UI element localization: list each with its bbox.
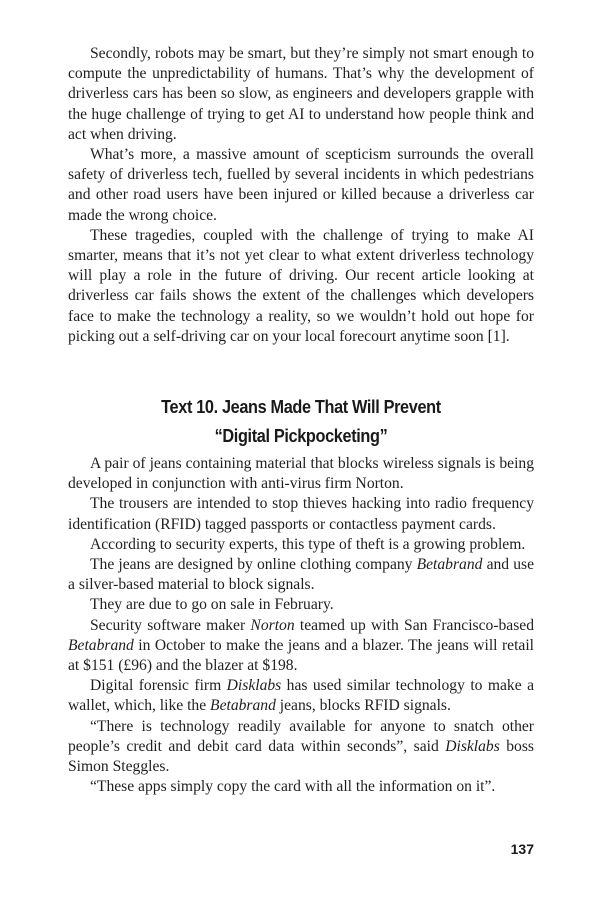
heading-line-1: Text 10. Jeans Made That Will Prevent bbox=[161, 396, 441, 417]
paragraph-trousers: The trousers are intended to stop thieves hacking into radio frequency identification (RFID) tagged passports or contactless payment cards. bbox=[68, 495, 534, 533]
paragraph-tragedies: These tragedies, coupled with the challenge of trying to make AI smarter, means that it’s not yet clear to what extent driverless technology will play a role in the future of driving. Our recent article looking at driverless car fails shows the extent of the challenges which developers face to make the technology a reality, so we wouldn’t hold out hope for picking out a self-driving car on your local forecourt anytime soon [1]. bbox=[68, 226, 534, 345]
paragraph-quote-1: “There is technology readily available for anyone to snatch other people’s credit and debit card data within seconds”, said Disklabs boss Simon Steggles. bbox=[68, 717, 534, 776]
paragraph-jeans-intro: A pair of jeans containing material that blocks wireless signals is being developed in conjunction with anti-virus firm Norton. bbox=[68, 455, 534, 493]
heading-line-2: “Digital Pickpocketing” bbox=[214, 425, 388, 446]
paragraph-disklabs: Digital forensic firm Disklabs has used similar technology to make a wallet, which, like the Betabrand jeans, blocks RFID signals. bbox=[68, 677, 534, 715]
paragraph-quote-2: “These apps simply copy the card with all the information on it”. bbox=[90, 778, 496, 796]
paragraph-norton: Security software maker Norton teamed up with San Francisco-based Betabrand in October to make the jeans and a blazer. The jeans will retail at $151 (£96) and the blazer at $198. bbox=[68, 616, 535, 675]
body-text-section-1 bbox=[68, 44, 534, 347]
body-text-section-2 bbox=[68, 454, 534, 797]
paragraph-robots: Secondly, robots may be smart, but they’re simply not smart enough to compute the unpredictability of humans. That’s why the development of driverless cars has been so slow, as engineers and developers grapple with the huge challenge of trying to get AI to understand how people think and act when driving. bbox=[68, 45, 534, 143]
paragraph-scepticism: What’s more, a massive amount of scepticism surrounds the overall safety of driverless tech, fuelled by several incidents in which pedestrians and other road users have been injured or killed because a driverless car made the wrong choice. bbox=[68, 146, 534, 224]
paragraph-experts: According to security experts, this type of theft is a growing problem. bbox=[90, 535, 526, 553]
paragraph-on-sale: They are due to go on sale in February. bbox=[90, 596, 334, 614]
section-heading bbox=[96, 392, 506, 450]
page-number: 137 bbox=[510, 841, 534, 857]
paragraph-designed: The jeans are designed by online clothing company Betabrand and use a silver-based material to block signals. bbox=[68, 556, 534, 594]
